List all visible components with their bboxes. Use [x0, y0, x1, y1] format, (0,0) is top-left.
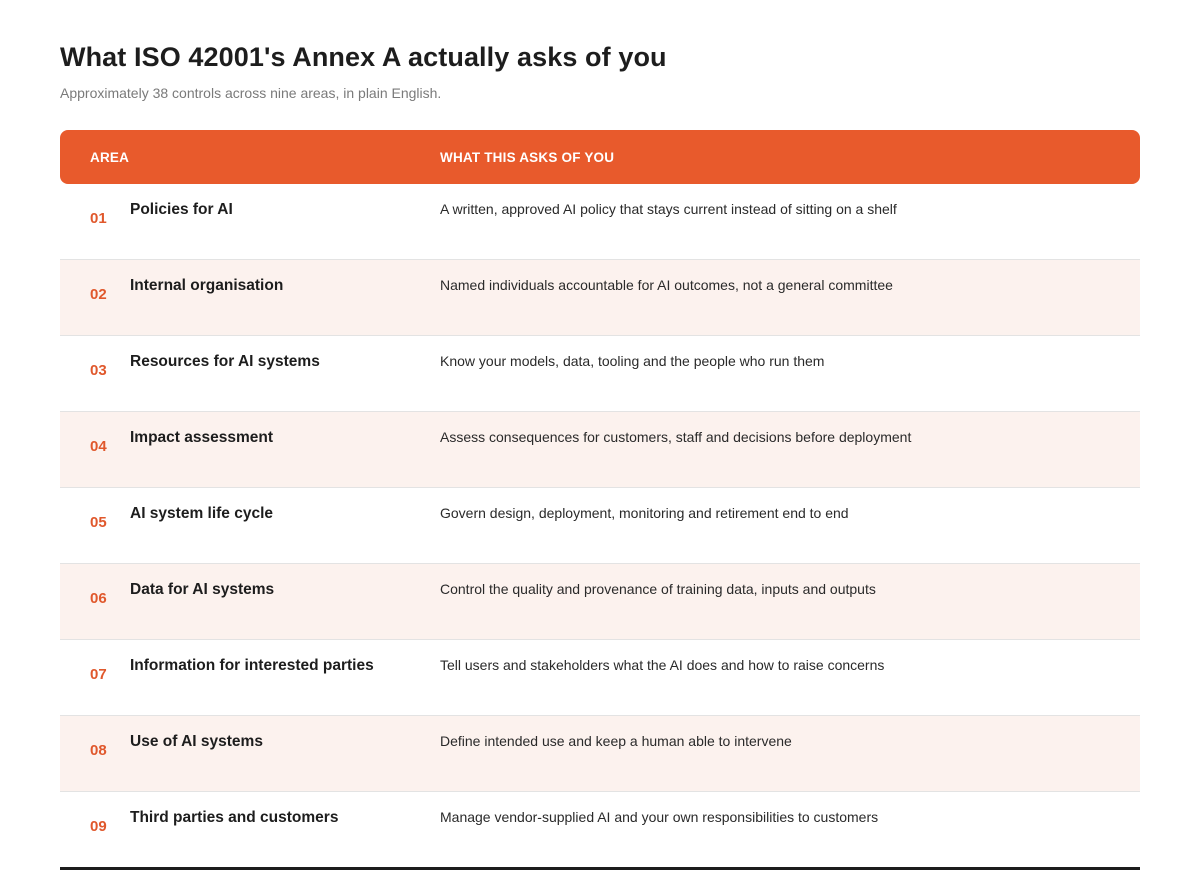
area-description: Know your models, data, tooling and the people who run them [440, 353, 825, 369]
area-name: Internal organisation [130, 277, 284, 294]
table-row [60, 412, 1140, 488]
controls-table [60, 130, 1140, 868]
row-number: 04 [90, 438, 107, 455]
table-row [60, 792, 1140, 868]
area-name: Information for interested parties [130, 657, 374, 674]
area-name: Resources for AI systems [130, 353, 320, 370]
row-number: 01 [90, 210, 107, 227]
area-name: Policies for AI [130, 201, 233, 218]
row-number: 08 [90, 742, 107, 759]
area-description: Control the quality and provenance of training data, inputs and outputs [440, 581, 876, 597]
area-description: Tell users and stakeholders what the AI does and how to raise concerns [440, 657, 885, 673]
area-description: Govern design, deployment, monitoring and retirement end to end [440, 505, 849, 521]
area-description: Define intended use and keep a human able to intervene [440, 733, 792, 749]
row-number: 03 [90, 362, 107, 379]
area-description: Named individuals accountable for AI outcomes, not a general committee [440, 277, 893, 293]
table-row [60, 564, 1140, 640]
area-description: Manage vendor-supplied AI and your own responsibilities to customers [440, 809, 879, 825]
area-name: Data for AI systems [130, 581, 275, 598]
table-row [60, 336, 1140, 412]
area-description: A written, approved AI policy that stays current instead of sitting on a shelf [440, 201, 897, 217]
column-header-area: AREA [90, 150, 130, 165]
column-header-what: WHAT THIS ASKS OF YOU [440, 150, 615, 165]
table-row [60, 640, 1140, 716]
row-number: 07 [90, 666, 107, 683]
area-name: Use of AI systems [130, 733, 263, 750]
table-row [60, 488, 1140, 564]
page-title: What ISO 42001's Annex A actually asks of you [60, 42, 667, 72]
row-number: 09 [90, 818, 107, 835]
area-name: Third parties and customers [130, 809, 339, 826]
table-row [60, 260, 1140, 336]
area-description: Assess consequences for customers, staff and decisions before deployment [440, 429, 912, 445]
page-subtitle: Approximately 38 controls across nine areas, in plain English. [60, 85, 442, 101]
table-row [60, 184, 1140, 260]
row-number: 06 [90, 590, 107, 607]
row-number: 02 [90, 286, 107, 303]
row-number: 05 [90, 514, 107, 531]
table-header [60, 130, 1140, 184]
area-name: Impact assessment [130, 429, 274, 446]
bottom-divider [60, 867, 1140, 870]
table-row [60, 716, 1140, 792]
area-name: AI system life cycle [130, 505, 274, 522]
